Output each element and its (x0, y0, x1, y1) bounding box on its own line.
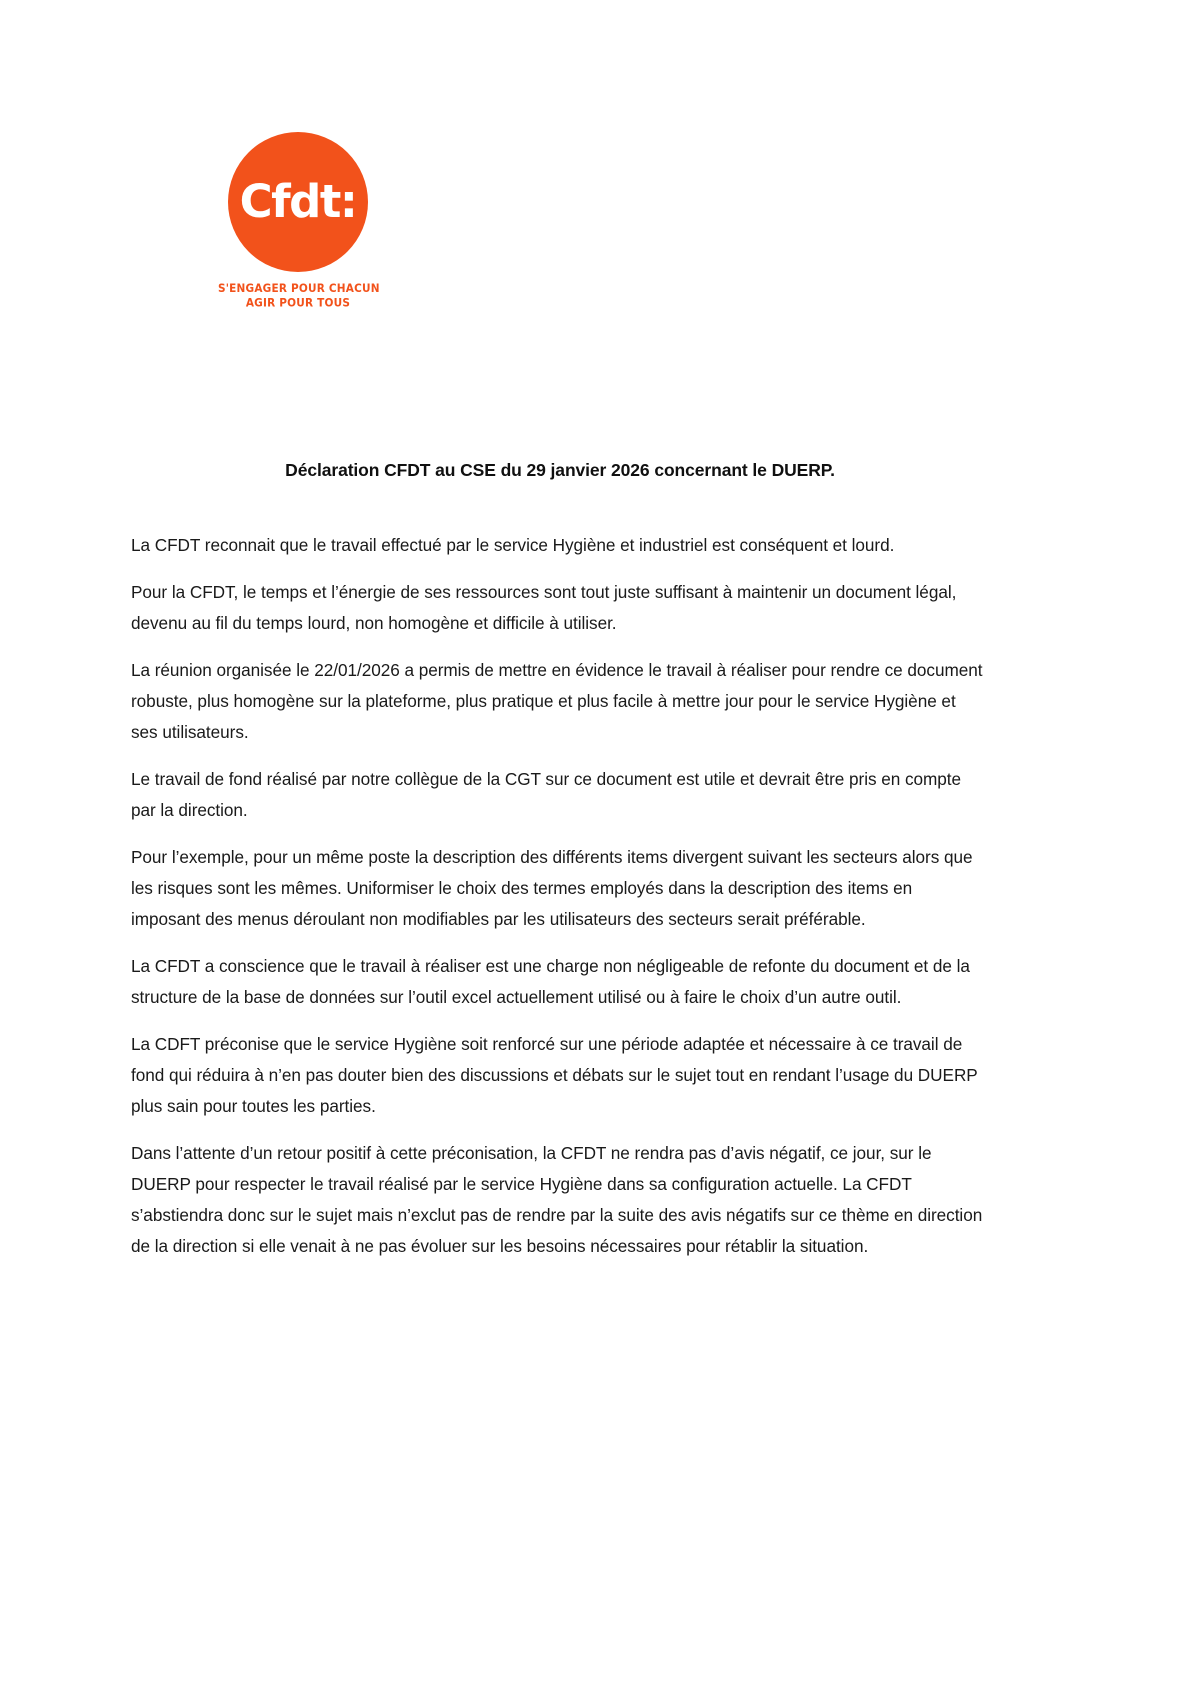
logo-tagline-line-2: AGIR POUR TOUS (245, 296, 351, 310)
paragraph: Le travail de fond réalisé par notre collègue de la CGT sur ce document est utile et devrait être pris en compte par la direction. (131, 769, 962, 820)
cfdt-logo (218, 132, 378, 308)
paragraph: Dans l’attente d’un retour positif à cette préconisation, la CFDT ne rendra pas d’avis négatif, ce jour, sur le DUERP pour respecter le travail réalisé par le service Hygiène dans sa configuration actuelle. La CFDT s’abstiendra donc sur le sujet mais n’exclut pas de rendre par la suite des avis négatifs sur ce thème en direction de la direction si elle venait à ne pas évoluer sur les besoins nécessaires pour rétablir la situation. (131, 1143, 983, 1256)
paragraph: La CDFT préconise que le service Hygiène soit renforcé sur une période adaptée et nécessaire à ce travail de fond qui réduira à n’en pas douter bien des discussions et débats sur le sujet tout en rendant l’usage du DUERP plus sain pour toutes les parties. (131, 1034, 978, 1116)
logo-tagline-line-1: S'ENGAGER POUR CHACUN (218, 282, 380, 296)
logo-wordmark: Cfdt: (239, 174, 357, 228)
page-title: Déclaration CFDT au CSE du 29 janvier 2026 concernant le DUERP. (285, 459, 835, 480)
paragraph: La CFDT a conscience que le travail à réaliser est une charge non négligeable de refonte du document et de la structure de la base de données sur l’outil excel actuellement utilisé ou à faire le choix d’un autre outil. (131, 956, 970, 1007)
paragraph: La réunion organisée le 22/01/2026 a permis de mettre en évidence le travail à réaliser pour rendre ce document robuste, plus homogène sur la plateforme, plus pratique et plus facile à mettre jour pour le service Hygiène et ses utilisateurs. (131, 660, 983, 742)
paragraph: La CFDT reconnait que le travail effectué par le service Hygiène et industriel est conséquent et lourd. (131, 535, 895, 555)
logo-tagline (218, 282, 378, 311)
logo-circle-icon (228, 132, 368, 272)
paragraph: Pour l’exemple, pour un même poste la description des différents items divergent suivant les secteurs alors que les risques sont les mêmes. Uniformiser le choix des termes employés dans la description des items en imposant des menus déroulant non modifiables par les utilisateurs des secteurs serait préférable. (131, 847, 973, 929)
document-body (131, 530, 986, 1262)
paragraph: Pour la CFDT, le temps et l’énergie de ses ressources sont tout juste suffisant à maintenir un document légal, devenu au fil du temps lourd, non homogène et difficile à utiliser. (131, 582, 957, 633)
